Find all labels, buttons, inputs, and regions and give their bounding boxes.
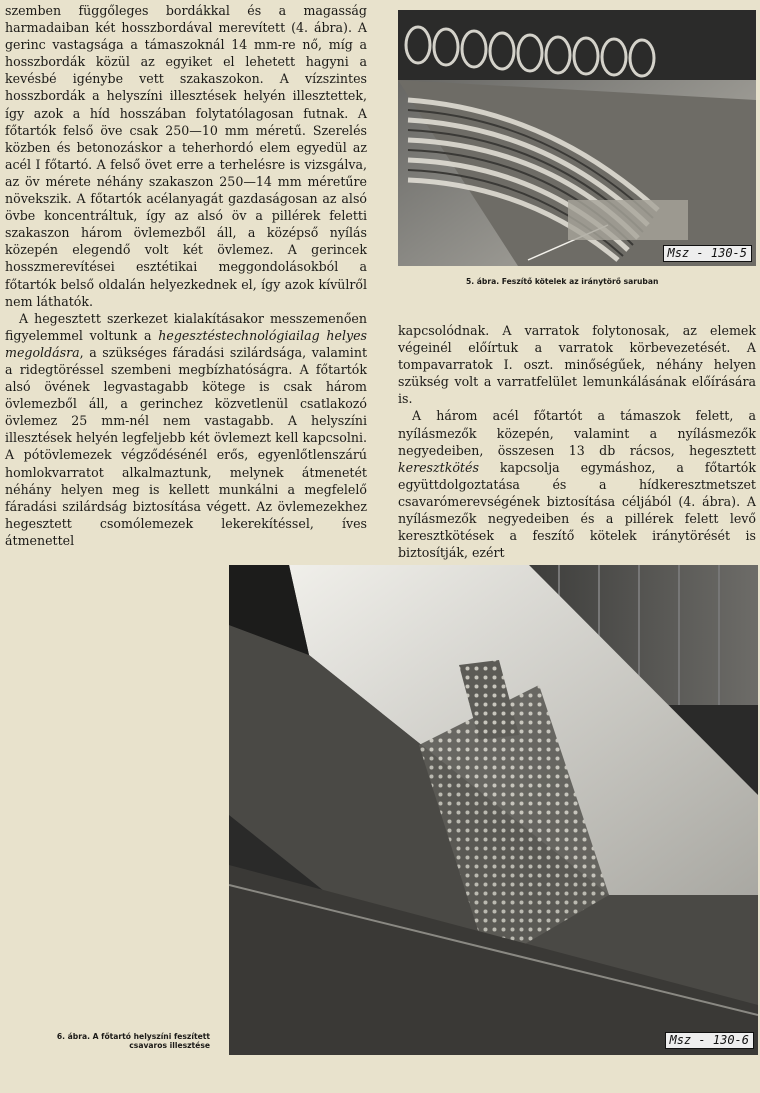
paragraph-welds: kapcsolódnak. A varratok folytonosak, az elemek végeinél előírtuk a varratok körbevezetését. A tompavarratok I. oszt. minőségűek, néhány helyen szükség volt a varratfelület lemunkálásának előírására is. (398, 323, 756, 407)
girder-splice-photo (229, 565, 758, 1055)
figure-5-caption: 5. ábra. Feszítő kötelek az iránytörő saruban (466, 277, 659, 286)
left-text-column (5, 2, 367, 549)
figure-6-tag: Msz - 130-6 (665, 1032, 754, 1049)
paragraph-welded-structure (5, 310, 367, 549)
paragraph-text: A hegesztett szerkezet kialakításakor messzemenően figyelemmel voltunk a (5, 310, 367, 343)
figure-6-caption (20, 1032, 210, 1050)
figure-5-tag: Msz - 130-5 (663, 245, 752, 262)
emphasis-text: keresztkötés (398, 459, 479, 475)
cable-saddle-photo (398, 10, 756, 266)
paragraph-girder-stiffening: szemben függőleges bordákkal és a magasság harmadaiban két hosszbordával merevített (4. ábra). A gerinc vastagsága a támaszoknál 14 mm-re nő, míg a hosszbordák közül az egyiket el lehetett hagyni a kevésbé igénybe vett szakaszokon. A vízszintes hosszbordák a helyszíni illesztések helyén illesztettek, így azok a híd hosszában folytatólagosan futnak. A főtartók felső öve csak 250—10 mm méretű. Szerelés közben és betonozáskor a teherhordó elem egyedül az acél I főtartó. A felső övet erre a terhelésre is vizsgálva, az öv mérete néhány szakaszon 250—14 mm méretűre növekszik. A főtartók acélanyagát gazdaságosan az alsó övbe koncentráltuk, így az alsó öv a pillérek feletti szakaszon három övlemezből áll, a középső nyílás közepén elegendő volt két övlemez. A gerincek hosszmerevítései esztétikai meggondolásokból a főtartók belső oldalán helyezkednek el, így azok kívülről nem láthatók. (5, 3, 367, 309)
paragraph-cross-bracing (398, 407, 756, 561)
figure-6-caption-line-1: 6. ábra. A főtartó helyszíni feszített (56, 1032, 210, 1041)
right-text-column (398, 322, 756, 561)
figure-6-caption-line-2: csavaros illesztése (129, 1041, 210, 1050)
paragraph-text: kapcsolja egymáshoz, a főtartók együttdolgoztatása és a hídkeresztmetszet csavarómerevségének biztosítása céljából (4. ábra). A nyílásmezők negyedeiben és a pillérek felett levő keresztkötések a feszítő kötelek iránytörését is biztosítják, ezért (398, 459, 756, 561)
figure-6-photo (229, 565, 758, 1055)
paragraph-text: , a szükséges fáradási szilárdsága, valamint a ridegtöréssel szembeni megbízhatóságra. A főtartók alsó övének legvastagabb kötege is csak három övlemezből áll, a gerinchez közvetlenül csatlakozó övlemez 25 mm-nél nem vastagabb. A helyszíni illesztések helyén legfeljebb két övlemezt kell kapcsolni. A pótövlemezek végződésénél erős, egyenlőtlenszárú homlokvarratot alkalmaztunk, melynek átmenetét néhány helyen meg is kellett munkálni a megfelelő fáradási szilárdság biztosítása végett. Az övlemezekhez hegesztett csomólemezek lekerekítéssel, íves átmenettel (5, 344, 367, 548)
emphasis-text: hegesztéstechnológiailag helyes megoldásra (5, 327, 368, 360)
paragraph-text: A három acél főtartót a támaszok felett, a nyílásmezők közepén, valamint a nyílásmezők negyedeiben, összesen 13 db rácsos, hegesztett (398, 408, 756, 458)
figure-5-photo (398, 10, 756, 266)
